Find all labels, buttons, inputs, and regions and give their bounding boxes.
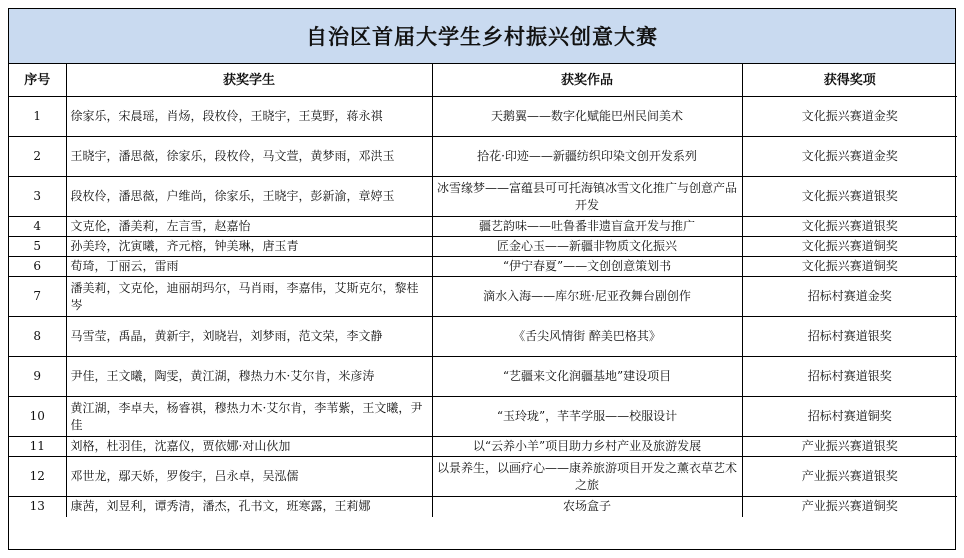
- row-number: 8: [9, 317, 66, 357]
- students-cell: 文克伦，潘美莉，左言雪，赵嘉怡: [66, 217, 432, 237]
- header-students: 获奖学生: [66, 64, 432, 97]
- table-row: [9, 257, 957, 277]
- row-number: 10: [9, 397, 66, 437]
- row-number: 11: [9, 437, 66, 457]
- work-cell: 天鹅翼——数字化赋能巴州民间美术: [432, 97, 742, 137]
- row-number: 7: [9, 277, 66, 317]
- award-cell: 招标村赛道金奖: [742, 277, 957, 317]
- table-row: [9, 317, 957, 357]
- students-cell: 邓世龙，鄢天娇，罗俊宇，吕永卓，吴泓儒: [66, 457, 432, 497]
- awards-table: [9, 64, 957, 517]
- award-cell: 招标村赛道铜奖: [742, 397, 957, 437]
- work-cell: “玉玲珑”，芊芊学服——校服设计: [432, 397, 742, 437]
- table-row: [9, 217, 957, 237]
- header-work: 获奖作品: [432, 64, 742, 97]
- table-row: [9, 97, 957, 137]
- row-number: 5: [9, 237, 66, 257]
- award-cell: 文化振兴赛道铜奖: [742, 237, 957, 257]
- award-cell: 文化振兴赛道金奖: [742, 97, 957, 137]
- row-number: 6: [9, 257, 66, 277]
- work-cell: 以“云养小羊”项目助力乡村产业及旅游发展: [432, 437, 742, 457]
- row-number: 3: [9, 177, 66, 217]
- award-cell: 产业振兴赛道银奖: [742, 437, 957, 457]
- table-row: [9, 357, 957, 397]
- awards-sheet: [8, 8, 956, 550]
- table-row: [9, 277, 957, 317]
- table-row: [9, 437, 957, 457]
- students-cell: 尹佳，王文曦，陶雯，黄江湖，穆热力木·艾尔肯，米彦涛: [66, 357, 432, 397]
- students-cell: 马雪莹，禹晶，黄新宇，刘晓岩，刘梦雨，范文荣，李文静: [66, 317, 432, 357]
- table-row: [9, 497, 957, 517]
- award-cell: 文化振兴赛道银奖: [742, 217, 957, 237]
- row-number: 1: [9, 97, 66, 137]
- work-cell: 匠金心玉——新疆非物质文化振兴: [432, 237, 742, 257]
- award-cell: 产业振兴赛道铜奖: [742, 497, 957, 517]
- work-cell: 拾花·印迹——新疆纺织印染文创开发系列: [432, 137, 742, 177]
- work-cell: 滴水入海——库尔班·尼亚孜舞台剧创作: [432, 277, 742, 317]
- row-number: 12: [9, 457, 66, 497]
- award-cell: 文化振兴赛道金奖: [742, 137, 957, 177]
- page-title: 自治区首届大学生乡村振兴创意大赛: [9, 9, 955, 64]
- students-cell: 段枚伶，潘思薇，户维尚，徐家乐，王晓宇，彭新渝，章婷玉: [66, 177, 432, 217]
- row-number: 9: [9, 357, 66, 397]
- award-cell: 招标村赛道银奖: [742, 317, 957, 357]
- students-cell: 王晓宇，潘思薇，徐家乐，段枚伶，马文萱，黄梦雨，邓洪玉: [66, 137, 432, 177]
- students-cell: 徐家乐，宋晨瑶，肖炀，段枚伶，王晓宇，王莫野，蒋永祺: [66, 97, 432, 137]
- award-cell: 文化振兴赛道铜奖: [742, 257, 957, 277]
- header-row: [9, 64, 957, 97]
- row-number: 4: [9, 217, 66, 237]
- work-cell: 以景养生，以画疗心——康养旅游项目开发之薰衣草艺术之旅: [432, 457, 742, 497]
- row-number: 2: [9, 137, 66, 177]
- award-cell: 产业振兴赛道银奖: [742, 457, 957, 497]
- award-cell: 招标村赛道银奖: [742, 357, 957, 397]
- work-cell: “艺疆来文化润疆基地”建设项目: [432, 357, 742, 397]
- students-cell: 孙美玲，沈寅曦，齐元榕，钟美琳，唐玉青: [66, 237, 432, 257]
- work-cell: 疆艺韵味——吐鲁番非遗盲盒开发与推广: [432, 217, 742, 237]
- table-row: [9, 397, 957, 437]
- table-row: [9, 237, 957, 257]
- work-cell: 农场盒子: [432, 497, 742, 517]
- students-cell: 康茜，刘昱利，谭秀清，潘杰，孔书文，班寒露，王莉娜: [66, 497, 432, 517]
- work-cell: “伊宁春夏”——文创创意策划书: [432, 257, 742, 277]
- table-row: [9, 177, 957, 217]
- row-number: 13: [9, 497, 66, 517]
- header-num: 序号: [9, 64, 66, 97]
- header-award: 获得奖项: [742, 64, 957, 97]
- students-cell: 刘格，杜羽佳，沈嘉仪，贾依娜·对山伙加: [66, 437, 432, 457]
- students-cell: 潘美莉，文克伦，迪丽胡玛尔，马肖雨，李嘉伟，艾斯克尔，黎桂岑: [66, 277, 432, 317]
- students-cell: 黄江湖，李卓夫，杨睿祺，穆热力木·艾尔肯，李苇紫，王文曦，尹佳: [66, 397, 432, 437]
- work-cell: 冰雪缘梦——富蕴县可可托海镇冰雪文化推广与创意产品开发: [432, 177, 742, 217]
- work-cell: 《舌尖风情街 醉美巴格其》: [432, 317, 742, 357]
- students-cell: 荀琦，丁丽云，雷雨: [66, 257, 432, 277]
- table-row: [9, 137, 957, 177]
- table-row: [9, 457, 957, 497]
- award-cell: 文化振兴赛道银奖: [742, 177, 957, 217]
